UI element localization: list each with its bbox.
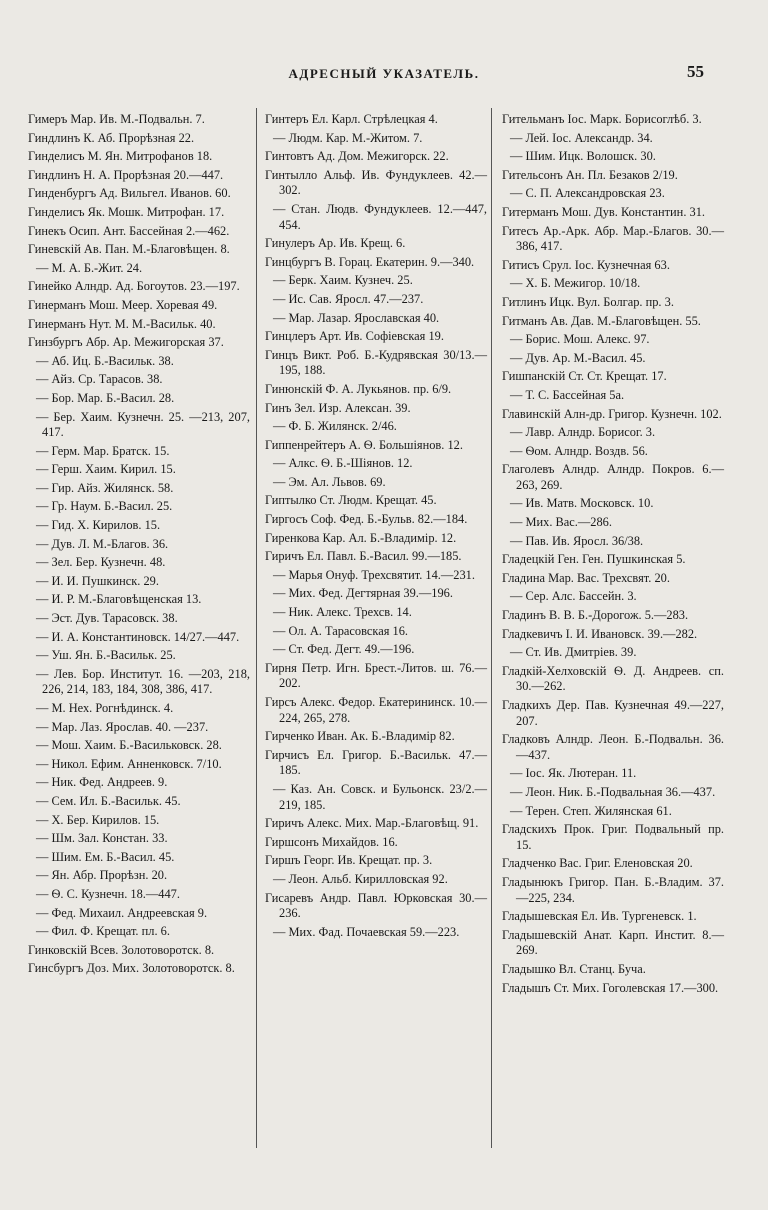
- directory-entry: Гинулеръ Ар. Ив. Крещ. 6.: [265, 236, 406, 251]
- directory-entry: Гинейко Алндр. Ад. Богоутов. 23.—197.: [28, 279, 240, 294]
- directory-entry: — Эст. Дув. Тарасовск. 38.: [36, 611, 178, 626]
- directory-entry: — Іос. Як. Лютеран. 11.: [510, 766, 637, 781]
- column-3: [502, 112, 724, 999]
- directory-entry: Гирсъ Алекс. Федор. Екатерининск. 10.—224, 265, 278.: [265, 695, 487, 725]
- page-number: 55: [687, 62, 704, 81]
- directory-entry: — Х. Б. Межигор. 10/18.: [510, 276, 641, 291]
- directory-entry: Гинденбургъ Ад. Вильгел. Иванов. 60.: [28, 186, 231, 201]
- directory-entry: — Мар. Лаз. Ярослав. 40. —237.: [36, 719, 209, 734]
- directory-entry: Гиндлинъ К. Аб. Прорѣзная 22.: [28, 130, 195, 145]
- directory-columns: [28, 112, 738, 1162]
- directory-entry: — Мих. Фад. Почаевская 59.—223.: [273, 924, 460, 939]
- directory-entry: Гирня Петр. Игн. Брест.-Литов. ш. 76.—202.: [265, 660, 487, 691]
- directory-entry: Гиршъ Георг. Ив. Крещат. пр. 3.: [265, 853, 433, 868]
- page-header: [0, 62, 768, 86]
- directory-entry: Гирчисъ Ел. Григор. Б.-Васильк. 47.—185.: [265, 747, 487, 778]
- directory-entry: — Сем. Ил. Б.-Васильк. 45.: [36, 793, 181, 808]
- directory-entry: Гладышевская Ел. Ив. Тургеневск. 1.: [502, 909, 697, 924]
- directory-entry: — Мар. Лазар. Ярославская 40.: [273, 310, 440, 325]
- directory-entry: Гинзбургъ Абр. Ар. Межигорская 37.: [28, 335, 224, 350]
- directory-entry: Гиргосъ Соф. Фед. Б.-Бульв. 82.—184.: [265, 512, 468, 527]
- directory-entry: — Фед. Михаил. Андреевская 9.: [36, 905, 208, 920]
- directory-entry: Гишпанскій Ст. Ст. Крещат. 17.: [502, 369, 667, 384]
- directory-entry: — И. И. Пушкинск. 29.: [36, 573, 159, 588]
- directory-entry: — Лев. Бор. Институт. 16. —203, 218, 226, 214, 183, 184, 308, 386, 417.: [36, 666, 250, 697]
- directory-entry: Гитманъ Ав. Дав. М.-Благовѣщен. 55.: [502, 313, 701, 328]
- column-1: [28, 112, 250, 980]
- directory-entry: Главинскій Алн-др. Григор. Кузнечн. 102.: [502, 406, 722, 421]
- directory-entry: — Марья Онуф. Трехсвятит. 14.—231.: [273, 567, 475, 582]
- directory-entry: — Ол. А. Тарасовская 16.: [273, 623, 409, 638]
- directory-entry: — Аб. Иц. Б.-Васильк. 38.: [36, 353, 174, 368]
- directory-entry: Гладкій-Хелховскій Ѳ. Д. Андреев. сп. 30.—262.: [502, 663, 724, 694]
- directory-entry: — Сер. Алс. Бассейн. 3.: [510, 589, 637, 604]
- directory-entry: Глаголевъ Алндр. Алндр. Покров. 6.—263, 269.: [502, 462, 724, 492]
- directory-entry: Гиршсонъ Михайдов. 16.: [265, 834, 398, 849]
- directory-entry: Гинтылло Альф. Ив. Фундуклеев. 42.—302.: [265, 167, 487, 198]
- directory-entry: Гладынюкъ Григор. Пан. Б.-Владим. 37.—225, 234.: [502, 874, 724, 905]
- directory-entry: Гладковъ Алндр. Леон. Б.-Подвальн. 36.—437.: [502, 732, 724, 762]
- directory-entry: — Мош. Хаим. Б.-Васильковск. 28.: [36, 738, 222, 753]
- directory-entry: Гиричъ Ел. Павл. Б.-Васил. 99.—185.: [265, 549, 462, 564]
- running-title: АДРЕСНЫЙ УКАЗАТЕЛЬ.: [288, 66, 480, 81]
- directory-entry: — Мих. Фед. Дегтярная 39.—196.: [273, 586, 453, 601]
- directory-entry: — Дув. Ар. М.-Васил. 45.: [510, 350, 646, 365]
- directory-entry: — Гид. Х. Кирилов. 15.: [36, 518, 161, 533]
- directory-entry: — Герш. Хаим. Кирил. 15.: [36, 462, 176, 477]
- directory-entry: — Лей. Іос. Александр. 34.: [510, 130, 653, 145]
- directory-entry: Гиптылко Ст. Людм. Крещат. 45.: [265, 493, 437, 508]
- directory-entry: — Бер. Хаим. Кузнечн. 25. —213, 207, 417.: [36, 409, 250, 440]
- directory-entry: Гладышъ Ст. Мих. Гоголевская 17.—300.: [502, 980, 719, 995]
- directory-entry: — Алкс. Ѳ. Б.-Шіянов. 12.: [273, 456, 413, 471]
- directory-entry: Гиренкова Кар. Ал. Б.-Владимір. 12.: [265, 530, 457, 545]
- directory-entry: Гительманъ Іос. Марк. Борисоглѣб. 3.: [502, 112, 702, 126]
- directory-entry: — Леон. Альб. Кирилловская 92.: [273, 871, 448, 886]
- directory-entry: Гинюнскій Ф. А. Лукьянов. пр. 6/9.: [265, 381, 452, 396]
- directory-entry: Гинцлеръ Арт. Ив. Софіевская 19.: [265, 329, 444, 344]
- directory-entry: Гительсонъ Ан. Пл. Безаков 2/19.: [502, 167, 678, 182]
- directory-entry: — Терен. Степ. Жилянская 61.: [510, 803, 672, 818]
- directory-entry: — Мих. Вас.—286.: [510, 515, 612, 530]
- directory-entry: Гиндлинъ Н. А. Прорѣзная 20.—447.: [28, 167, 224, 182]
- directory-entry: — Ѳом. Алндр. Воздв. 56.: [510, 443, 648, 458]
- directory-entry: Гисаревъ Андр. Павл. Юрковская 30.—236.: [265, 890, 487, 921]
- directory-entry: Гинцъ Викт. Роб. Б.-Кудрявская 30/13.—195, 188.: [265, 347, 487, 378]
- directory-entry: — Эм. Ал. Львов. 69.: [273, 474, 386, 489]
- directory-entry: Гитесъ Ар.-Арк. Абр. Мар.-Благов. 30.—386, 417.: [502, 223, 724, 254]
- directory-entry: Гладскихъ Прок. Григ. Подвальный пр. 15.: [502, 822, 724, 852]
- directory-entry: Гинделисъ М. Ян. Митрофанов 18.: [28, 149, 213, 164]
- directory-entry: — М. А. Б.-Жит. 24.: [36, 260, 143, 275]
- directory-entry: — Шм. Зал. Констан. 33.: [36, 831, 168, 846]
- directory-entry: — Лавр. Алндр. Борисог. 3.: [510, 425, 656, 440]
- directory-entry: — Дув. Л. М.-Благов. 36.: [36, 536, 169, 551]
- directory-entry: — Ст. Ив. Дмитріев. 39.: [510, 645, 637, 660]
- directory-entry: Гинцбургъ В. Горац. Екатерин. 9.—340.: [265, 254, 475, 269]
- directory-entry: — Шим. Ицк. Волошск. 30.: [510, 149, 656, 164]
- directory-entry: Гитисъ Срул. Іос. Кузнечная 63.: [502, 257, 670, 272]
- directory-entry: Гинсбургъ Доз. Мих. Золотоворотск. 8.: [28, 961, 235, 976]
- directory-entry: — Айз. Ср. Тарасов. 38.: [36, 372, 163, 387]
- directory-entry: — Каз. Ан. Совск. и Бульонск. 23/2.—219, 185.: [273, 781, 487, 812]
- directory-entry: Гитерманъ Мош. Дув. Константин. 31.: [502, 204, 705, 219]
- directory-entry: — Шим. Ем. Б.-Васил. 45.: [36, 849, 175, 864]
- directory-entry: Гирченко Иван. Ак. Б.-Владимір 82.: [265, 729, 455, 744]
- directory-entry: Гиричъ Алекс. Мих. Мар.-Благовѣщ. 91.: [265, 816, 479, 831]
- directory-entry: Гинковскій Всев. Золотоворотск. 8.: [28, 942, 215, 957]
- directory-entry: Гинекъ Осип. Ант. Бассейная 2.—462.: [28, 223, 230, 238]
- directory-entry: — Фил. Ф. Крещат. пл. 6.: [36, 924, 170, 939]
- directory-entry: — Пав. Ив. Яросл. 36/38.: [510, 533, 644, 548]
- directory-entry: Гинделисъ Як. Мошк. Митрофан. 17.: [28, 204, 225, 219]
- directory-entry: Гладина Мар. Вас. Трехсвят. 20.: [502, 570, 670, 585]
- directory-entry: Гинтовтъ Ад. Дом. Межигорск. 22.: [265, 149, 449, 164]
- directory-entry: — Уш. Ян. Б.-Васильк. 25.: [36, 648, 176, 663]
- directory-entry: — Ян. Абр. Прорѣзн. 20.: [36, 868, 168, 883]
- directory-entry: — Бор. Мар. Б.-Васил. 28.: [36, 390, 175, 405]
- directory-entry: — Ник. Алекс. Трехсв. 14.: [273, 605, 412, 620]
- directory-entry: — Леон. Ник. Б.-Подвальная 36.—437.: [510, 784, 716, 799]
- directory-entry: Гинерманъ Нут. М. М.-Васильк. 40.: [28, 316, 216, 331]
- directory-entry: — С. П. Александровская 23.: [510, 186, 665, 201]
- directory-entry: — Людм. Кар. М.-Житом. 7.: [273, 130, 423, 145]
- directory-entry: Гинерманъ Мош. Меер. Хоревая 49.: [28, 297, 218, 312]
- directory-entry: Гладышко Вл. Станц. Буча.: [502, 961, 646, 976]
- directory-entry: — Герм. Мар. Братск. 15.: [36, 443, 170, 458]
- directory-entry: — Зел. Бер. Кузнечн. 48.: [36, 555, 166, 570]
- directory-entry: — Ник. Фед. Андреев. 9.: [36, 775, 168, 790]
- directory-entry: — Гр. Наум. Б.-Васил. 25.: [36, 499, 173, 514]
- directory-entry: — Берк. Хаим. Кузнеч. 25.: [273, 273, 413, 288]
- directory-entry: — Никол. Ефим. Анненковск. 7/10.: [36, 756, 222, 771]
- directory-entry: Гладченко Вас. Григ. Еленовская 20.: [502, 856, 693, 871]
- directory-entry: Гиневскій Ав. Пан. М.-Благовѣщен. 8.: [28, 242, 230, 257]
- directory-entry: Гладецкій Ген. Ген. Пушкинская 5.: [502, 552, 686, 567]
- directory-entry: — Ѳ. С. Кузнечн. 18.—447.: [36, 886, 180, 901]
- directory-entry: — Ф. Б. Жилянск. 2/46.: [273, 419, 397, 434]
- directory-entry: — Ис. Сав. Яросл. 47.—237.: [273, 291, 424, 306]
- directory-entry: — Стан. Людв. Фундуклеев. 12.—447, 454.: [273, 201, 487, 232]
- directory-entry: — Ив. Матв. Московск. 10.: [510, 496, 654, 511]
- directory-entry: — И. Р. М.-Благовѣщенская 13.: [36, 592, 202, 607]
- directory-entry: Гимеръ Мар. Ив. М.-Подвальн. 7.: [28, 112, 205, 126]
- directory-entry: — И. А. Константиновск. 14/27.—447.: [36, 629, 240, 644]
- directory-entry: Гладышевскій Анат. Карп. Инстит. 8.—269.: [502, 927, 724, 958]
- directory-entry: Гинъ Зел. Изр. Алексан. 39.: [265, 400, 411, 415]
- directory-entry: — Х. Бер. Кирилов. 15.: [36, 812, 160, 827]
- column-2: [265, 112, 487, 943]
- directory-entry: Гладкевичъ І. И. Ивановск. 39.—282.: [502, 626, 698, 641]
- directory-entry: Гиппенрейтеръ А. Ѳ. Большіянов. 12.: [265, 437, 463, 452]
- directory-entry: Гладкихъ Дер. Пав. Кузнечная 49.—227, 207.: [502, 698, 724, 728]
- directory-entry: — Гир. Айз. Жилянск. 58.: [36, 480, 174, 495]
- directory-entry: — Борис. Мош. Алекс. 97.: [510, 332, 650, 347]
- directory-entry: Гинтеръ Ел. Карл. Стрѣлецкая 4.: [265, 112, 438, 126]
- directory-entry: — Ст. Фед. Дегт. 49.—196.: [273, 642, 415, 657]
- directory-entry: — М. Нех. Рогнѣдинск. 4.: [36, 701, 174, 715]
- directory-entry: — Т. С. Бассейная 5а.: [510, 387, 625, 402]
- directory-entry: Гитлинъ Ицк. Вул. Болгар. пр. 3.: [502, 294, 674, 309]
- directory-entry: Гладинъ В. В. Б.-Дорогож. 5.—283.: [502, 608, 689, 623]
